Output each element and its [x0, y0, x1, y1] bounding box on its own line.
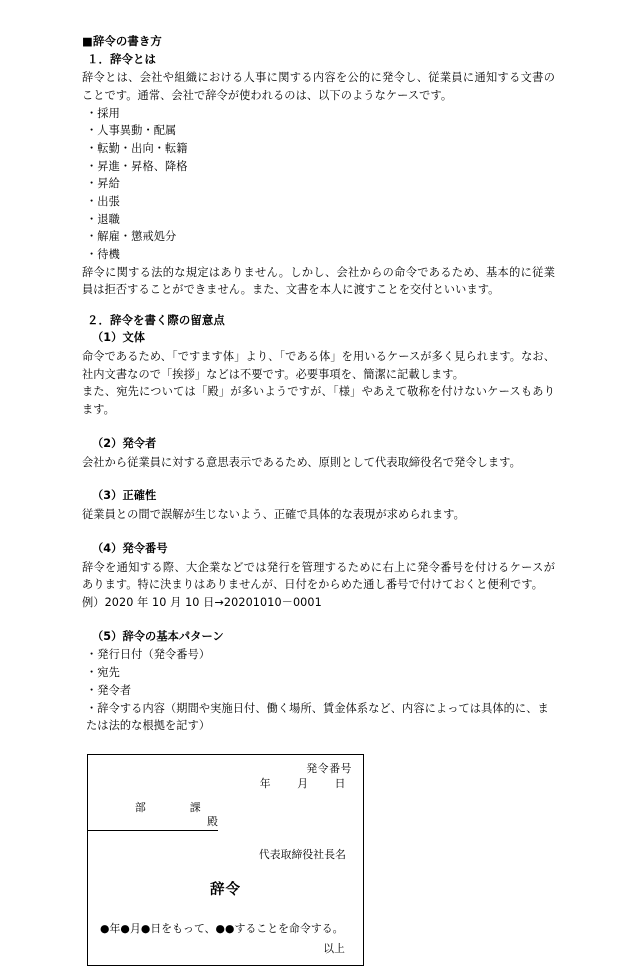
jirei-template-box [87, 754, 364, 966]
list-item: ・辞令する内容（期間や実施日付、働く場所、賃金体系など、内容によっては具体的に、または法的な根拠を記す） [86, 701, 549, 733]
issuer-name: 代表取締役社長名 [258, 847, 346, 861]
section-1-paragraph-2: 辞令に関する法的な規定はありません。しかし、会社からの命令であるため、基本的に従業員は拒否することができません。また、文書を本人に渡すことを交付といいます。 [82, 265, 555, 297]
list-item: ・人事異動・配属 [86, 124, 177, 138]
addressee-block [99, 801, 352, 835]
addressee-name-line: 殿 [88, 815, 218, 831]
date-row [99, 776, 352, 791]
section-1-paragraph-1: 辞令とは、会社や組織における人事に関する内容を公的に発令し、従業員に通知する文書のことです。通常、会社で辞令が使われるのは、以下のようなケースです。 [82, 71, 555, 102]
section-2-1-paragraph-1: 命令であるため、「ですます体」より、「である体」を用いるケースが多く見られます。なお、社内文書なので「挨拶」などは不要です。必要事項を、簡潔に記載します。 [82, 350, 555, 381]
list-item: ・待機 [86, 248, 120, 262]
list-item: ・採用 [86, 106, 120, 120]
section-2-5-heading: （5）辞令の基本パターン [92, 629, 224, 643]
spacer [82, 612, 555, 629]
document-body [82, 33, 555, 966]
spacer [82, 419, 555, 436]
section-2-3-paragraph: 従業員との間で誤解が生じないよう、正確で具体的な表現が求められます。 [82, 508, 465, 522]
dept-label: 部 [135, 800, 146, 814]
date-year-label: 年 [259, 777, 272, 791]
list-item: ・昇給 [86, 177, 120, 191]
jirei-closing: 以上 [323, 941, 345, 955]
section-2-2-paragraph: 会社から従業員に対する意思表示であるため、原則として代表取締役名で発令します。 [82, 455, 521, 469]
spacer [82, 299, 555, 312]
date-month-label: 月 [297, 777, 309, 791]
list-item: ・退職 [86, 212, 120, 226]
section-2-4-paragraph: 辞令を通知する際、大企業などでは発行を管理するために右上に発令番号を付けるケースがあります。特に決まりはありませんが、日付をからめた通し番号で付けておくと便利です。 [82, 560, 555, 592]
list-item: ・昇進・昇格、降格 [86, 159, 188, 173]
section-2-4-heading: （4）発令番号 [92, 541, 168, 555]
section-2-4-example: 例）2020 年 10 月 10 日→20201010－0001 [82, 595, 322, 609]
addressee-dept-row [99, 801, 352, 816]
list-item: ・発令者 [86, 683, 132, 697]
section-2-3-heading: （3）正確性 [92, 489, 157, 503]
spacer [82, 524, 555, 541]
jirei-title: 辞令 [210, 881, 241, 898]
spacer [82, 471, 555, 488]
jirei-body-text: ●年●月●日をもって、●●することを命令する。 [100, 921, 344, 935]
section-label: 課 [189, 800, 201, 814]
list-item: ・発行日付（発令番号） [86, 648, 211, 662]
section-1-heading: １．辞令とは [87, 52, 156, 67]
section-2-1-heading: （1）文体 [92, 331, 146, 345]
list-item: ・出張 [86, 195, 120, 209]
date-day-label: 日 [334, 777, 346, 791]
list-item: ・転勤・出向・転籍 [86, 141, 188, 155]
section-2-heading: ２．辞令を書く際の留意点 [87, 313, 225, 328]
section-2-1-paragraph-2: また、宛先については「殿」が多いようですが、「様」やあえて敬称を付けないケースもあります。 [82, 385, 555, 417]
order-number-label: 発令番号 [306, 761, 352, 775]
list-item: ・解雇・懲戒処分 [86, 230, 177, 244]
template-box-wrapper [82, 754, 555, 966]
section-2-2-heading: （2）発令者 [92, 436, 157, 450]
page-title: ■辞令の書き方 [82, 34, 162, 48]
list-item: ・宛先 [86, 666, 120, 680]
